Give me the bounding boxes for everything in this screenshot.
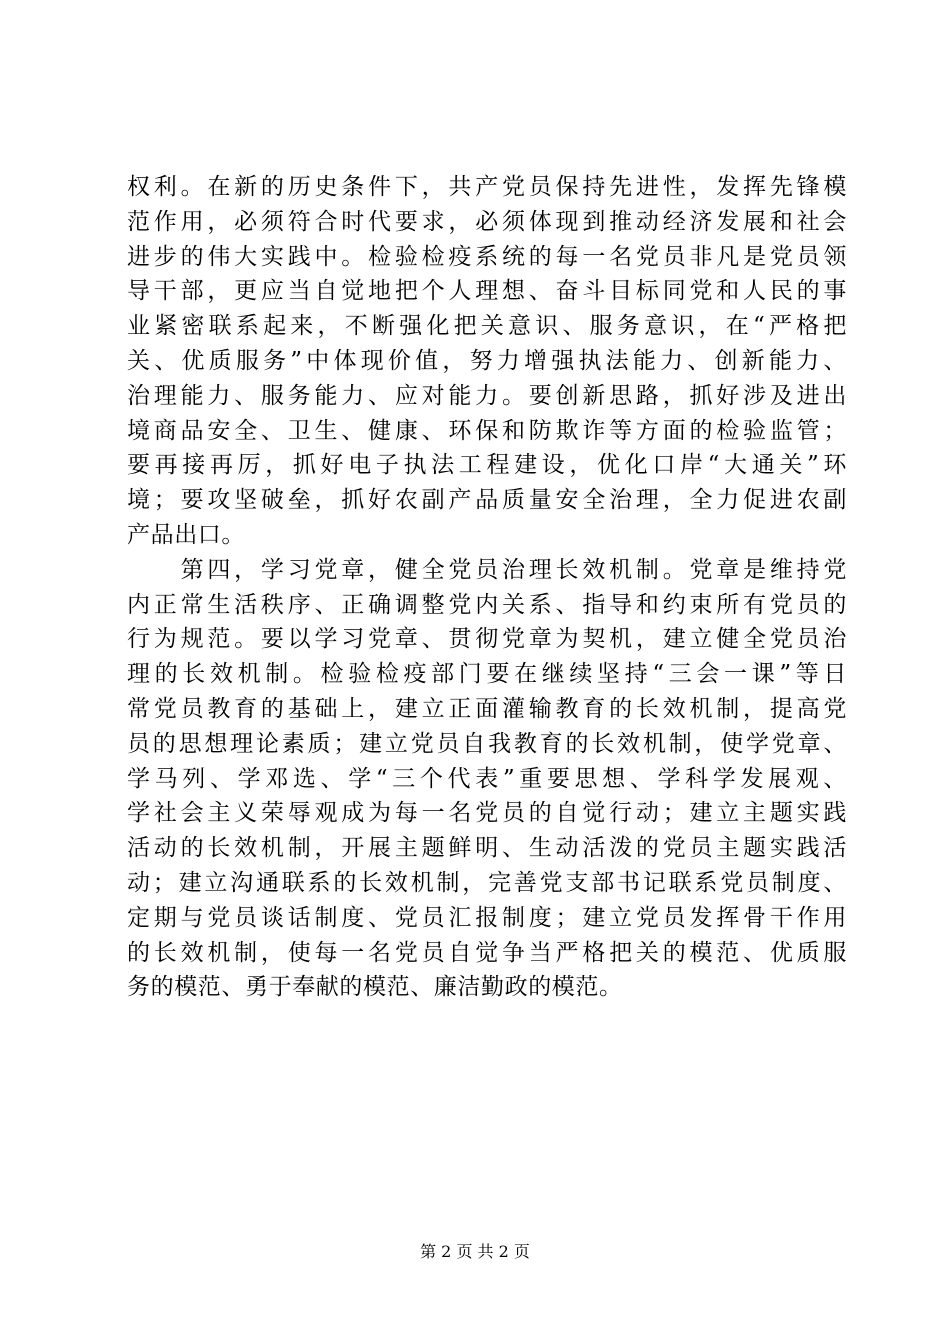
text-line: 第四，学习党章，健全党员治理长效机制。党章是维持党 xyxy=(127,556,847,583)
text-line: 活动的长效机制，开展主题鲜明、生动活泼的党员主题实践活 xyxy=(127,835,847,862)
body-text xyxy=(127,170,847,1005)
text-line: 产品出口。 xyxy=(127,521,245,548)
text-line: 范作用，必须符合时代要求，必须体现到推动经济发展和社会 xyxy=(127,208,847,235)
text-line: 学马列、学邓选、学“三个代表”重要思想、学科学发展观、 xyxy=(127,765,847,792)
text-line: 权利。在新的历史条件下，共产党员保持先进性，发挥先锋模 xyxy=(127,174,847,200)
text-line: 理的长效机制。检验检疫部门要在继续坚持“三会一课”等日 xyxy=(127,661,847,688)
text-line: 治理能力、服务能力、应对能力。要创新思路，抓好涉及进出 xyxy=(127,382,847,409)
text-line: 的长效机制，使每一名党员自觉争当严格把关的模范、优质服 xyxy=(127,939,847,966)
page-footer: 第 2 页 共 2 页 xyxy=(420,1242,530,1261)
text-line: 关、优质服务”中体现价值，努力增强执法能力、创新能力、 xyxy=(127,347,847,374)
text-line: 动；建立沟通联系的长效机制，完善党支部书记联系党员制度、 xyxy=(127,869,847,896)
text-line: 境；要攻坚破垒，抓好农副产品质量安全治理，全力促进农副 xyxy=(127,487,847,514)
text-line: 进步的伟大实践中。检验检疫系统的每一名党员非凡是党员领 xyxy=(127,243,847,270)
text-line: 学社会主义荣辱观成为每一名党员的自觉行动；建立主题实践 xyxy=(127,800,847,827)
text-line: 要再接再厉，抓好电子执法工程建设，优化口岸“大通关”环 xyxy=(127,452,847,479)
text-line: 行为规范。要以学习党章、贯彻党章为契机，建立健全党员治 xyxy=(127,626,847,653)
text-line: 业紧密联系起来，不断强化把关意识、服务意识，在“严格把 xyxy=(127,313,847,340)
text-line: 员的思想理论素质；建立党员自我教育的长效机制，使学党章、 xyxy=(127,730,847,757)
text-line: 境商品安全、卫生、健康、环保和防欺诈等方面的检验监管； xyxy=(127,417,847,444)
text-line: 定期与党员谈话制度、党员汇报制度；建立党员发挥骨干作用 xyxy=(127,904,847,931)
text-line: 导干部，更应当自觉地把个人理想、奋斗目标同党和人民的事 xyxy=(127,278,847,305)
text-line: 内正常生活秩序、正确调整党内关系、指导和约束所有党员的 xyxy=(127,591,847,618)
text-line: 务的模范、勇于奉献的模范、廉洁勤政的模范。 xyxy=(127,974,623,1001)
text-line: 常党员教育的基础上，建立正面灌输教育的长效机制，提高党 xyxy=(127,695,847,722)
